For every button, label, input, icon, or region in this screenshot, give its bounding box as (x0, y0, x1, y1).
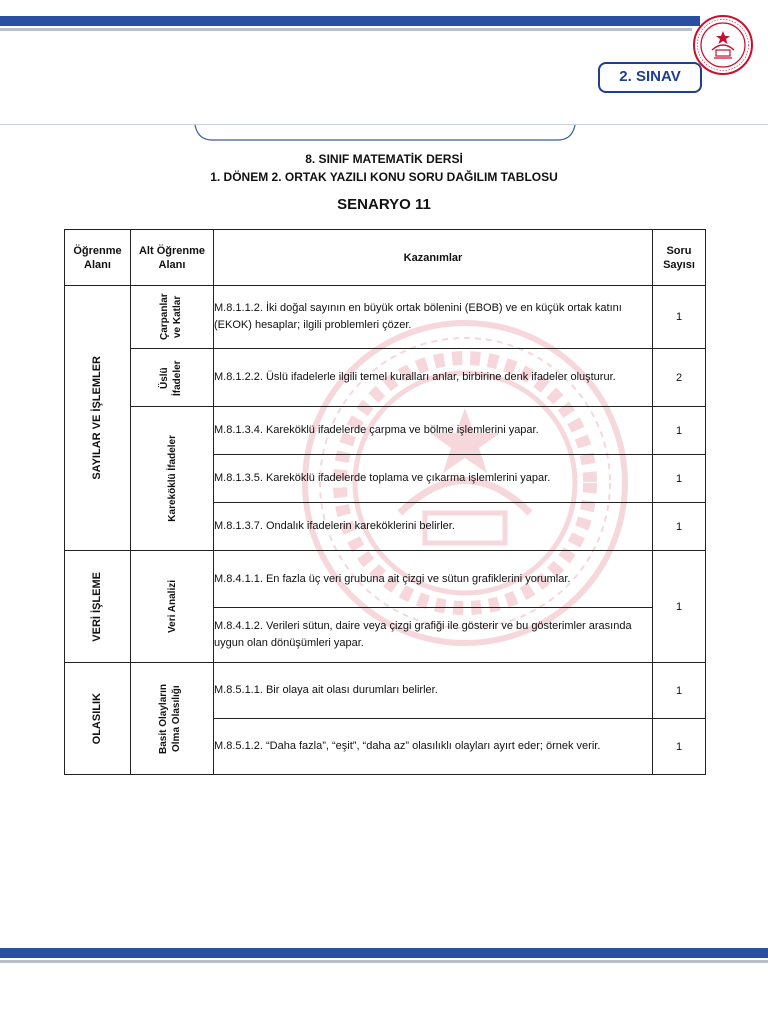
bottom-grey-stripe (0, 960, 768, 963)
objective-cell: M.8.1.3.4. Kareköklü ifadelerde çarpma ve bölme işlemlerini yapar. (214, 407, 653, 455)
area-label: VERİ İŞLEME (91, 571, 103, 642)
header-bracket (194, 124, 576, 144)
top-grey-stripe (0, 28, 692, 31)
sub-area-label: Kareköklü İfadeler (166, 435, 178, 522)
sub-area-label: Basit Olayların Olma Olasılığı (158, 683, 182, 754)
table-header-row (65, 230, 706, 286)
header-count: Soru Sayısı (653, 230, 706, 286)
exam-tab (598, 62, 702, 93)
sub-area-label: Veri Analizi (166, 580, 178, 633)
sub-area-cell (131, 551, 214, 663)
objective-cell: M.8.1.2.2. Üslü ifadelerle ilgili temel kuralları anlar, birbirine denk ifadeler oluşturur. (214, 349, 653, 407)
area-cell (65, 663, 131, 775)
count-cell: 1 (653, 551, 706, 663)
area-cell (65, 286, 131, 551)
sub-area-cell (131, 407, 214, 551)
area-label: SAYILAR VE İŞLEMLER (91, 356, 103, 480)
area-cell (65, 551, 131, 663)
objective-cell: M.8.1.3.7. Ondalık ifadelerin kareköklerini belirler. (214, 503, 653, 551)
header-sub-area: Alt Öğrenme Alanı (131, 230, 214, 286)
objective-cell: M.8.5.1.2. “Daha fazla”, “eşit”, “daha az” olasılıklı olayları ayırt eder; örnek verir. (214, 719, 653, 775)
table-row (65, 551, 706, 608)
objective-cell: M.8.5.1.1. Bir olaya ait olası durumları belirler. (214, 663, 653, 719)
exam-label: 2. SINAV (619, 68, 681, 85)
table-row (65, 407, 706, 455)
top-blue-stripe (0, 16, 700, 26)
table-row (65, 349, 706, 407)
header-area: Öğrenme Alanı (65, 230, 131, 286)
bottom-blue-stripe (0, 948, 768, 958)
count-cell: 1 (653, 503, 706, 551)
scenario-title: SENARYO 11 (337, 196, 431, 213)
objective-cell: M.8.4.1.1. En fazla üç veri grubuna ait çizgi ve sütun grafiklerini yorumlar. (214, 551, 653, 608)
sub-area-label: Üslü İfadeler (159, 359, 183, 396)
sub-area-cell (131, 663, 214, 775)
count-cell: 1 (653, 286, 706, 349)
title-block (0, 150, 768, 186)
sub-area-cell (131, 286, 214, 349)
objective-cell: M.8.1.3.5. Kareköklü ifadelerde toplama ve çıkarma işlemlerini yapar. (214, 455, 653, 503)
table-title: 1. DÖNEM 2. ORTAK YAZILI KONU SORU DAĞILIM TABLOSU (210, 170, 558, 184)
count-cell: 1 (653, 663, 706, 719)
distribution-table (64, 229, 706, 775)
objective-cell: M.8.1.1.2. İki doğal sayının en büyük ortak bölenini (EBOB) ve en küçük ortak katını (EKOK) hesaplar; ilgili problemleri çözer. (214, 286, 653, 349)
header-objectives: Kazanımlar (214, 230, 653, 286)
count-cell: 1 (653, 719, 706, 775)
sub-area-label: Çarpanlar ve Katlar (159, 293, 183, 341)
table-row (65, 286, 706, 349)
count-cell: 2 (653, 349, 706, 407)
count-cell: 1 (653, 407, 706, 455)
sub-area-cell (131, 349, 214, 407)
count-cell: 1 (653, 455, 706, 503)
course-title: 8. SINIF MATEMATİK DERSİ (305, 152, 463, 166)
objective-cell: M.8.4.1.2. Verileri sütun, daire veya çizgi grafiği ile gösterir ve bu gösterimler arasında uygun olan dönüşümleri yapar. (214, 608, 653, 663)
area-label: OLASILIK (91, 692, 103, 745)
table-row (65, 663, 706, 719)
